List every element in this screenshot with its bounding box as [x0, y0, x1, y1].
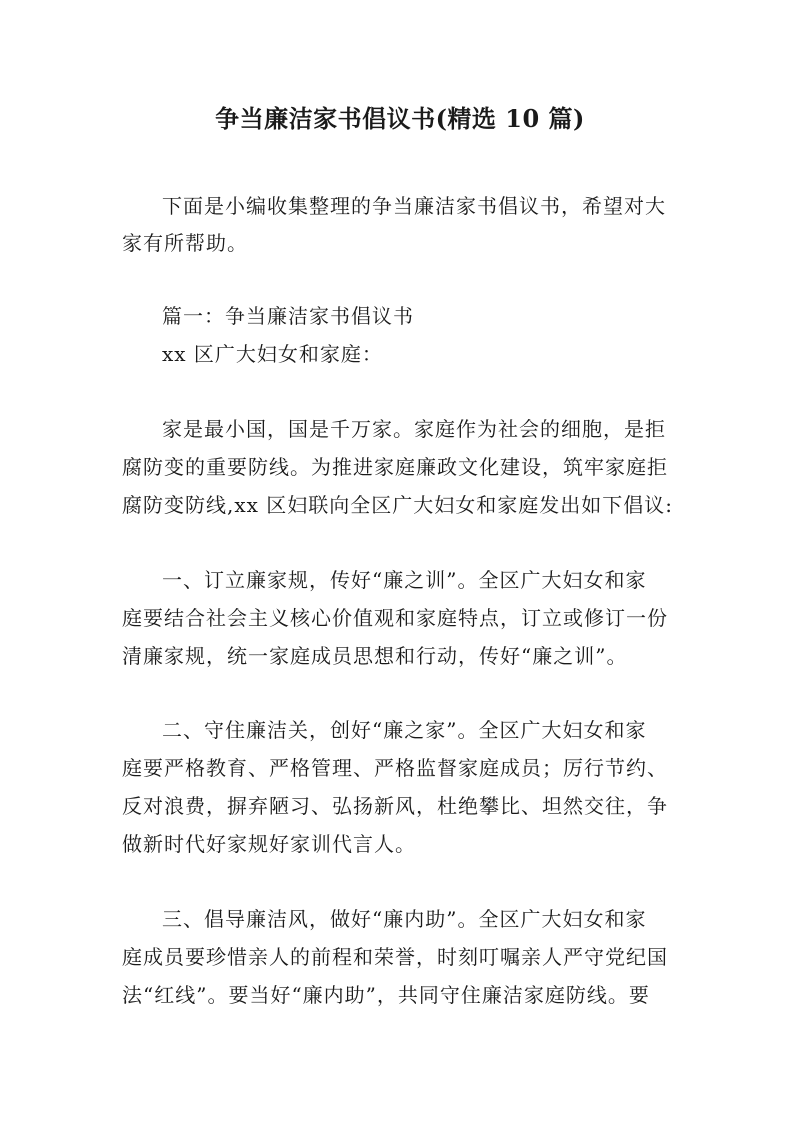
paragraph-3-line-4: 做新时代好家规好家训代言人。: [122, 832, 416, 856]
paragraph-2-line-1: 一、订立廉家规，传好“廉之训”。全区广大妇女和家: [162, 568, 647, 592]
paragraph-3-line-2: 庭要严格教育、严格管理、严格监督家庭成员；厉行节约、: [122, 756, 668, 780]
paragraph-1-line-1: 家是最小国，国是千万家。家庭作为社会的细胞，是拒: [162, 417, 666, 441]
paragraph-4-line-2: 庭成员要珍惜亲人的前程和荣誉，时刻叮嘱亲人严守党纪国: [122, 945, 668, 969]
paragraph-1-line-2: 腐防变的重要防线。为推进家庭廉政文化建设，筑牢家庭拒: [122, 455, 668, 479]
document-title: 争当廉洁家书倡议书(精选 10 篇): [215, 104, 585, 133]
section-heading: 篇一：争当廉洁家书倡议书: [162, 304, 414, 328]
paragraph-4-line-1: 三、倡导廉洁风，做好“廉内助”。全区广大妇女和家: [162, 907, 647, 931]
paragraph-4-line-3: 法“红线”。要当好“廉内助”，共同守住廉洁家庭防线。要: [122, 983, 650, 1007]
intro-line-1: 下面是小编收集整理的争当廉洁家书倡议书，希望对大: [162, 194, 666, 218]
paragraph-3-line-3: 反对浪费，摒弃陋习、弘扬新风，杜绝攀比、坦然交往，争: [122, 794, 668, 818]
paragraph-1-line-3: 腐防变防线,xx 区妇联向全区广大妇女和家庭发出如下倡议:: [122, 493, 674, 517]
paragraph-2-line-3: 清廉家规，统一家庭成员思想和行动，传好“廉之训”。: [122, 644, 628, 668]
salutation: xx 区广大妇女和家庭：: [162, 342, 383, 366]
intro-line-2: 家有所帮助。: [122, 231, 248, 255]
paragraph-3-line-1: 二、守住廉洁关，创好“廉之家”。全区广大妇女和家: [162, 718, 647, 742]
paragraph-2-line-2: 庭要结合社会主义核心价值观和家庭特点，订立或修订一份: [122, 606, 668, 630]
